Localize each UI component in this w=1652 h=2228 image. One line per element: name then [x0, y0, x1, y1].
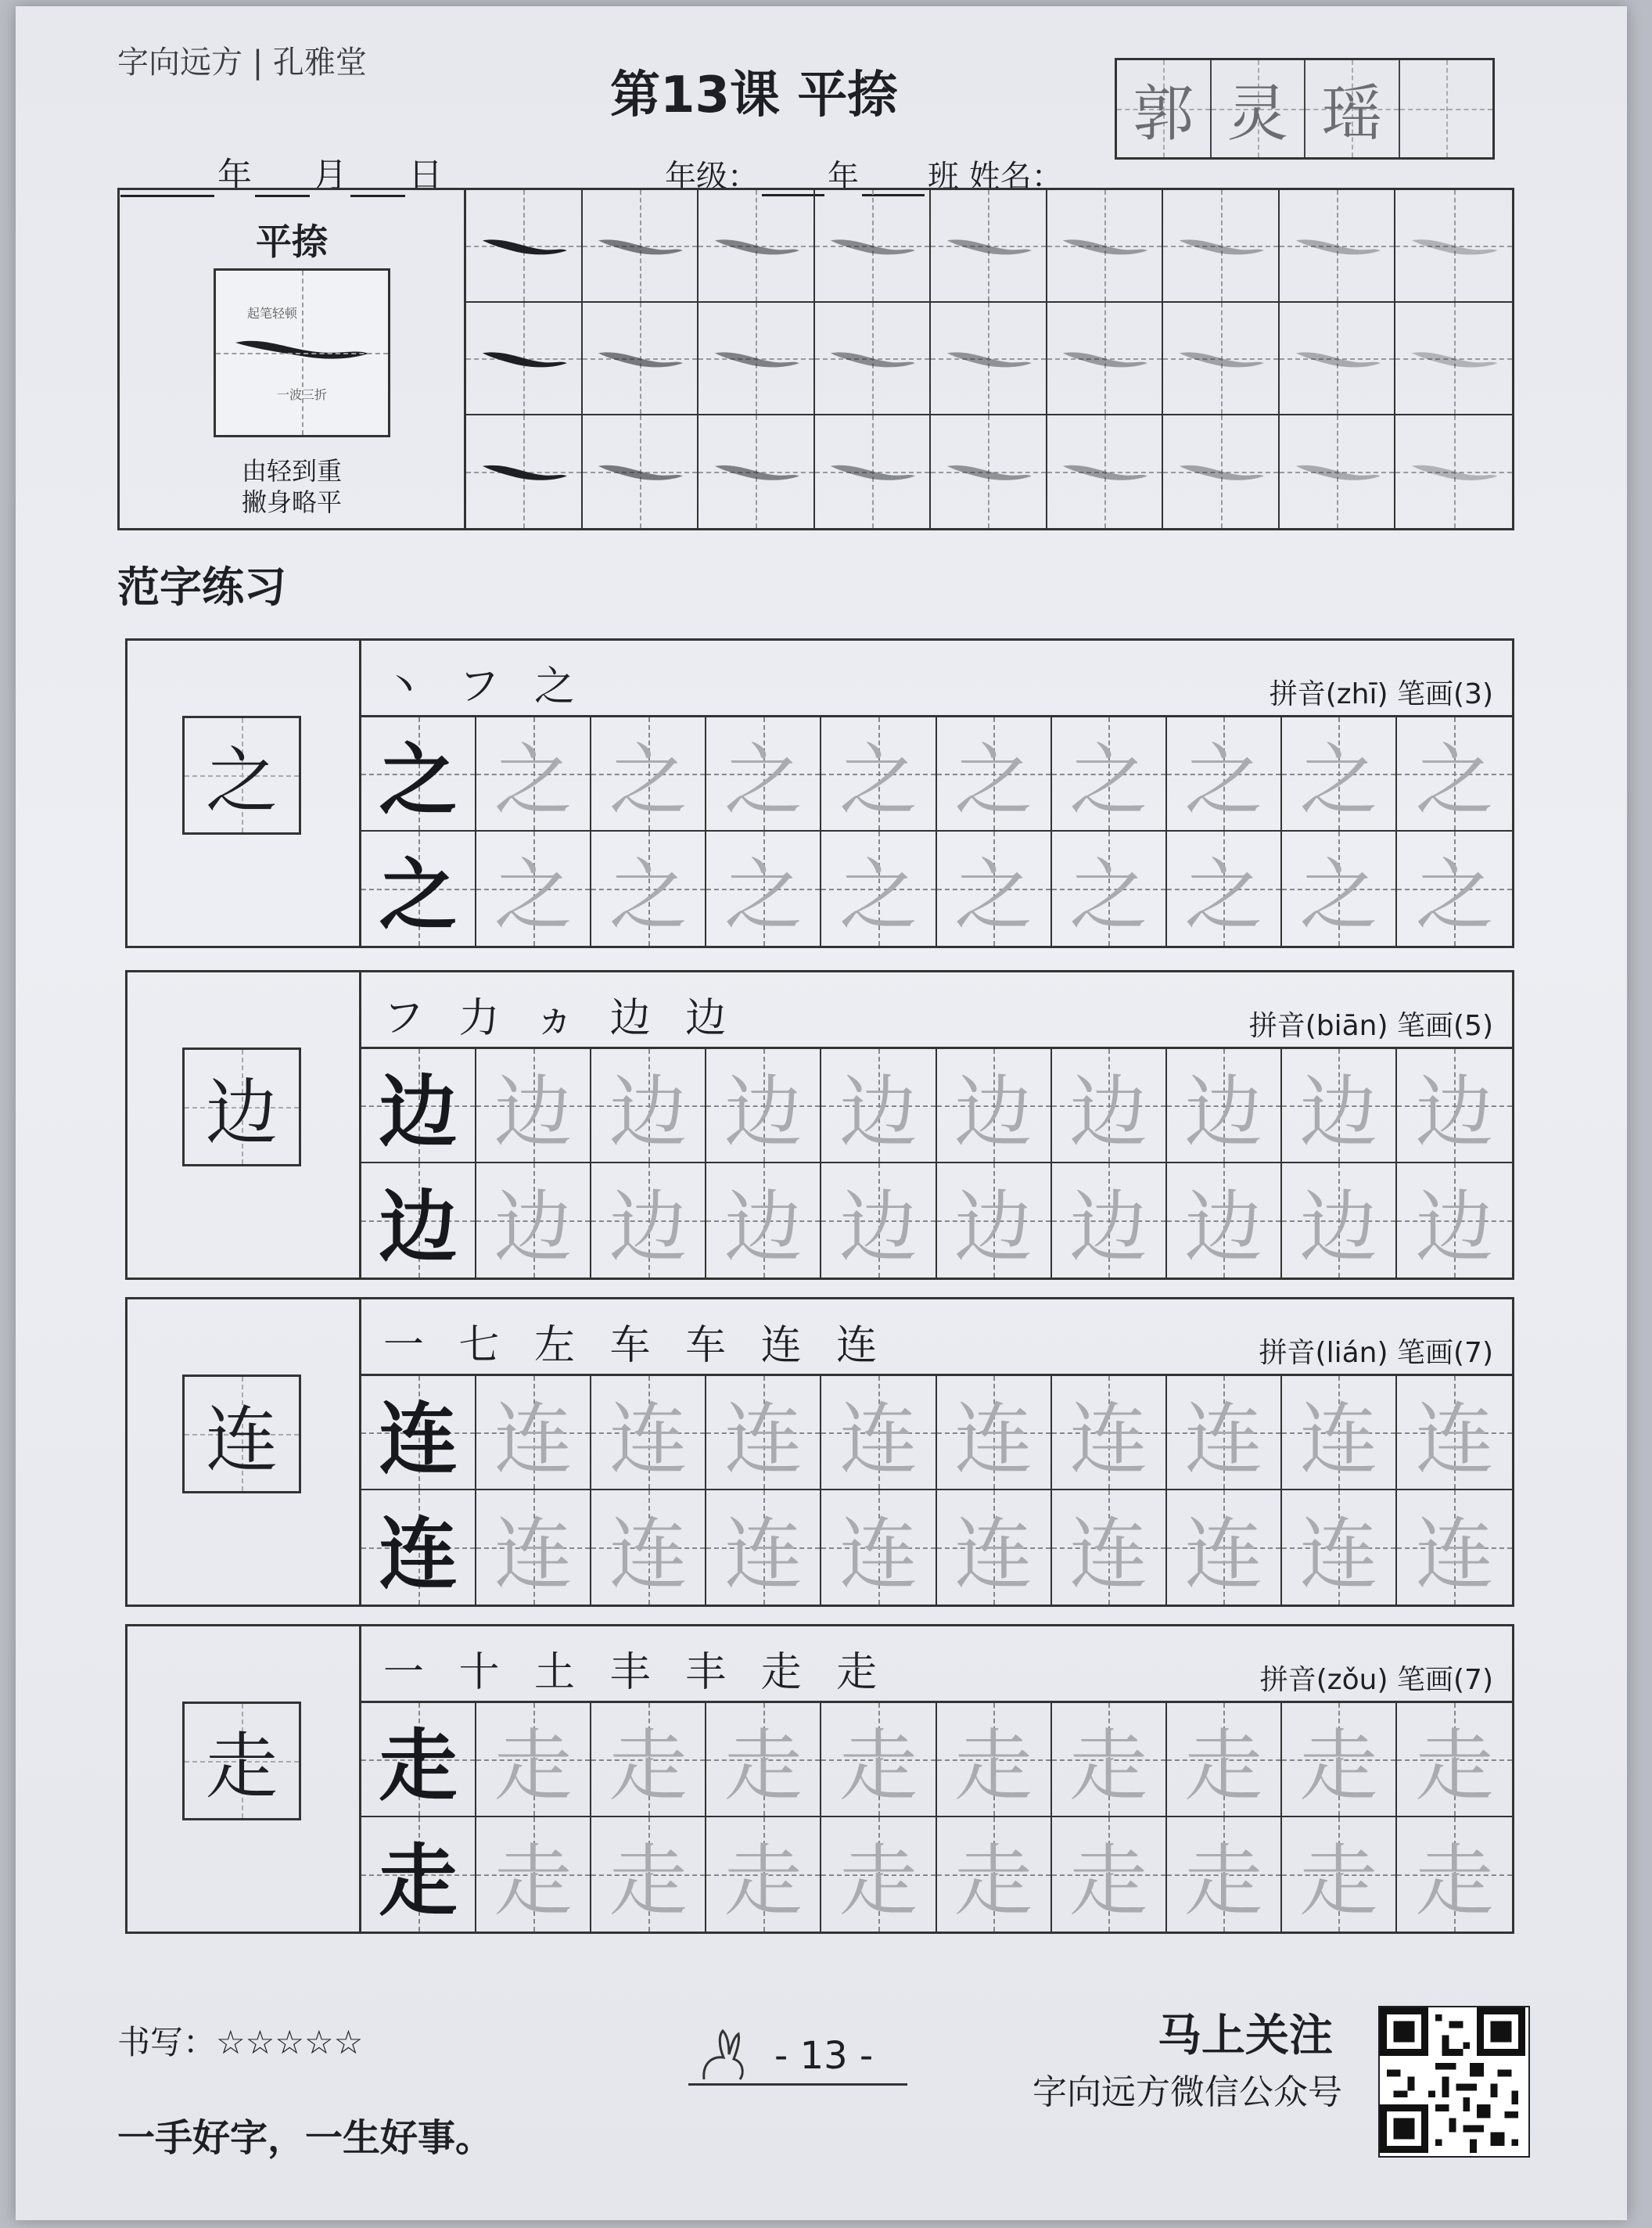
trace-character-cell[interactable]: 走	[1282, 1817, 1397, 1932]
stroke-practice-cell[interactable]	[1395, 415, 1512, 528]
stroke-practice-cell[interactable]	[1395, 303, 1512, 415]
stroke-practice-cell[interactable]	[1163, 190, 1280, 303]
trace-character-cell[interactable]: 走	[1397, 1703, 1512, 1817]
trace-character-cell[interactable]: 之	[706, 717, 821, 832]
stroke-practice-cell[interactable]	[1280, 190, 1396, 303]
name-cell[interactable]	[1400, 60, 1493, 157]
practice-area	[361, 1626, 1512, 1932]
practice-area	[361, 1299, 1512, 1605]
character-info	[361, 972, 1512, 1049]
stroke-practice-cell[interactable]	[1280, 415, 1396, 528]
flat-stroke-icon	[1058, 336, 1150, 381]
trace-character-cell[interactable]: 边	[1052, 1049, 1167, 1163]
character-block	[125, 1624, 1514, 1934]
demo-top-label: 起笔轻顿	[247, 306, 298, 321]
character-meta: 拼音(zǒu) 笔画(7)	[1259, 1664, 1493, 1696]
page-number-area	[688, 2017, 907, 2095]
class-label: 班	[928, 159, 959, 195]
stroke-practice-cell[interactable]	[815, 190, 932, 303]
trace-character-cell[interactable]: 边	[821, 1163, 936, 1278]
trace-character-cell[interactable]: 走	[937, 1703, 1052, 1817]
flat-stroke-icon	[594, 449, 685, 494]
model-character: 边	[182, 1048, 301, 1166]
trace-character-cell[interactable]: 边	[476, 1163, 591, 1278]
strokes-value: 5	[1464, 1010, 1482, 1042]
trace-character-cell[interactable]: 走	[706, 1817, 821, 1932]
character-info	[361, 1299, 1512, 1376]
trace-character-cell[interactable]: 之	[1282, 832, 1397, 946]
trace-character-cell[interactable]: 之	[937, 717, 1052, 832]
trace-character-cell[interactable]: 连	[821, 1376, 936, 1490]
trace-character-cell[interactable]: 之	[591, 717, 706, 832]
trace-character-cell[interactable]: 走	[1052, 1703, 1167, 1817]
strokes-value: 3	[1464, 678, 1482, 710]
flat-stroke-icon	[232, 325, 372, 372]
example-character-cell[interactable]: 之	[361, 832, 476, 946]
stroke-practice-box	[117, 188, 1514, 530]
flat-stroke-icon	[594, 336, 685, 381]
model-character: 走	[182, 1702, 301, 1820]
trace-character-cell[interactable]: 边	[591, 1049, 706, 1163]
trace-character-cell[interactable]: 边	[1397, 1163, 1512, 1278]
stroke-tip-2: 撇身略平	[241, 487, 342, 517]
trace-character-cell[interactable]: 边	[937, 1163, 1052, 1278]
trace-character-cell[interactable]: 连	[937, 1376, 1052, 1490]
pinyin-value: zǒu	[1327, 1664, 1377, 1696]
flat-stroke-icon	[478, 449, 569, 494]
flat-stroke-icon	[1291, 224, 1383, 268]
stroke-practice-cell[interactable]	[1047, 415, 1164, 528]
flat-stroke-icon	[710, 336, 802, 381]
follow-title: 马上关注	[1158, 2011, 1333, 2061]
name-cell[interactable]: 瑶	[1305, 60, 1400, 157]
flat-stroke-icon	[943, 224, 1034, 268]
practice-grid[interactable]	[361, 1049, 1512, 1278]
flat-stroke-icon	[1058, 449, 1150, 494]
stroke-practice-cell[interactable]	[815, 303, 932, 415]
trace-character-cell[interactable]: 边	[706, 1163, 821, 1278]
flat-stroke-icon	[1175, 449, 1266, 494]
stroke-practice-cell[interactable]	[1163, 415, 1280, 528]
trace-character-cell[interactable]: 连	[1282, 1376, 1397, 1490]
trace-character-cell[interactable]: 边	[476, 1049, 591, 1163]
stroke-order: 一 十 土 丰 丰 走 走	[383, 1649, 889, 1696]
flat-stroke-icon	[826, 449, 918, 494]
writing-rating	[117, 2017, 363, 2064]
flat-stroke-icon	[478, 336, 569, 381]
strokes-label: 笔画	[1396, 1664, 1453, 1696]
trace-character-cell[interactable]: 边	[1167, 1049, 1282, 1163]
stroke-practice-cell[interactable]	[1395, 190, 1512, 303]
trace-character-cell[interactable]: 连	[1282, 1490, 1397, 1605]
flat-stroke-icon	[1291, 449, 1383, 494]
trace-character-cell[interactable]: 连	[821, 1490, 936, 1605]
character-meta: 拼音(biān) 笔画(5)	[1248, 1010, 1493, 1042]
strokes-value: 7	[1464, 1664, 1482, 1696]
flat-stroke-icon	[826, 336, 918, 381]
rabbit-icon	[688, 2017, 767, 2087]
trace-character-cell[interactable]: 连	[937, 1490, 1052, 1605]
model-character: 之	[182, 716, 301, 835]
stroke-practice-cell[interactable]	[1163, 303, 1280, 415]
stroke-practice-cell[interactable]	[699, 303, 815, 415]
stroke-practice-cell[interactable]	[466, 303, 583, 415]
trace-character-cell[interactable]: 之	[1167, 832, 1282, 946]
trace-character-cell[interactable]: 连	[706, 1490, 821, 1605]
grade-year-label: 年	[828, 159, 859, 195]
day-label: 日	[408, 156, 443, 196]
trace-character-cell[interactable]: 连	[476, 1490, 591, 1605]
name-cell[interactable]: 郭	[1117, 60, 1212, 157]
name-boxes[interactable]	[1115, 58, 1495, 160]
stroke-practice-cell[interactable]	[699, 415, 815, 528]
pinyin-value: lián	[1326, 1337, 1377, 1369]
model-area	[127, 972, 361, 1278]
trace-character-cell[interactable]: 连	[1167, 1376, 1282, 1490]
model-character: 连	[182, 1375, 301, 1493]
qr-pattern	[1380, 2007, 1525, 2153]
example-character-cell[interactable]: 边	[361, 1049, 476, 1163]
flat-stroke-icon	[1407, 336, 1500, 381]
character-block	[125, 1297, 1514, 1607]
trace-character-cell[interactable]: 边	[706, 1049, 821, 1163]
stroke-order: フ 力 ヵ 边 边	[383, 995, 738, 1042]
example-character-cell[interactable]: 连	[361, 1376, 476, 1490]
flat-stroke-icon	[943, 449, 1034, 494]
pinyin-label: 拼音	[1259, 1664, 1316, 1696]
stroke-grid[interactable]	[466, 190, 1512, 528]
stroke-demo	[214, 268, 390, 437]
trace-character-cell[interactable]: 之	[1052, 832, 1167, 946]
trace-character-cell[interactable]: 之	[706, 832, 821, 946]
practice-area	[361, 972, 1512, 1278]
example-character-cell[interactable]: 边	[361, 1163, 476, 1278]
stroke-practice-cell[interactable]	[931, 190, 1047, 303]
character-meta: 拼音(zhī) 笔画(3)	[1269, 678, 1493, 710]
trace-character-cell[interactable]: 之	[1282, 717, 1397, 832]
trace-character-cell[interactable]: 边	[1397, 1049, 1512, 1163]
worksheet-page	[16, 6, 1627, 2220]
trace-character-cell[interactable]: 走	[476, 1703, 591, 1817]
trace-character-cell[interactable]: 边	[821, 1049, 936, 1163]
pinyin-value: zhī	[1336, 678, 1377, 710]
stroke-practice-cell[interactable]	[699, 190, 815, 303]
flat-stroke-icon	[594, 224, 685, 268]
qr-code-icon[interactable]	[1378, 2006, 1530, 2158]
trace-character-cell[interactable]: 走	[937, 1817, 1052, 1932]
character-block	[125, 970, 1514, 1280]
practice-area	[361, 641, 1512, 946]
name-label: 姓名：	[968, 159, 1063, 195]
stroke-practice-cell[interactable]	[1280, 303, 1396, 415]
flat-stroke-icon	[943, 336, 1034, 381]
month-label: 月	[313, 156, 347, 196]
stroke-tip-1: 由轻到重	[241, 456, 342, 486]
grade-label: 年级：	[665, 159, 759, 195]
trace-character-cell[interactable]: 走	[821, 1703, 936, 1817]
example-character-cell[interactable]: 之	[361, 717, 476, 832]
flat-stroke-icon	[1175, 336, 1266, 381]
stroke-order: 丶 フ 之	[383, 663, 587, 710]
stroke-practice-cell[interactable]	[1047, 190, 1164, 303]
flat-stroke-icon	[1291, 336, 1383, 381]
trace-character-cell[interactable]: 连	[591, 1490, 706, 1605]
lesson-title: 第13课 平捺	[610, 66, 898, 124]
stroke-practice-cell[interactable]	[583, 415, 699, 528]
trace-character-cell[interactable]: 之	[476, 717, 591, 832]
trace-character-cell[interactable]: 之	[937, 832, 1052, 946]
trace-character-cell[interactable]: 走	[476, 1817, 591, 1932]
stroke-practice-cell[interactable]	[931, 415, 1047, 528]
trace-character-cell[interactable]: 连	[706, 1376, 821, 1490]
trace-character-cell[interactable]: 之	[821, 717, 936, 832]
name-cell[interactable]: 灵	[1212, 60, 1306, 157]
trace-character-cell[interactable]: 边	[1167, 1163, 1282, 1278]
trace-character-cell[interactable]: 边	[591, 1163, 706, 1278]
trace-character-cell[interactable]: 连	[1052, 1490, 1167, 1605]
trace-character-cell[interactable]: 之	[1167, 717, 1282, 832]
flat-stroke-icon	[478, 224, 569, 268]
flat-stroke-icon	[710, 224, 802, 268]
rating-label: 书写：	[117, 2023, 217, 2061]
pinyin-value: biān	[1316, 1010, 1377, 1042]
pinyin-label: 拼音	[1259, 1337, 1316, 1369]
strokes-value: 7	[1464, 1337, 1482, 1369]
stroke-name: 平捺	[256, 221, 328, 263]
page-number-rule	[688, 2083, 907, 2086]
example-character-cell[interactable]: 走	[361, 1703, 476, 1817]
star-rating[interactable]: ☆☆☆☆☆	[216, 2023, 364, 2061]
stroke-practice-cell[interactable]	[583, 190, 699, 303]
follow-subtitle: 字向远方微信公众号	[1032, 2072, 1342, 2112]
strokes-label: 笔画	[1396, 678, 1453, 710]
strokes-label: 笔画	[1396, 1337, 1453, 1369]
trace-character-cell[interactable]: 走	[591, 1817, 706, 1932]
trace-character-cell[interactable]: 连	[1167, 1490, 1282, 1605]
character-meta: 拼音(lián) 笔画(7)	[1259, 1337, 1493, 1369]
model-area	[127, 641, 361, 946]
section-title: 范字练习	[117, 562, 286, 612]
trace-character-cell[interactable]: 走	[706, 1703, 821, 1817]
trace-character-cell[interactable]: 走	[1397, 1817, 1512, 1932]
pinyin-label: 拼音	[1248, 1010, 1305, 1042]
trace-character-cell[interactable]: 走	[821, 1817, 936, 1932]
pinyin-label: 拼音	[1269, 678, 1326, 710]
example-character-cell[interactable]: 走	[361, 1817, 476, 1932]
stroke-practice-cell[interactable]	[466, 415, 583, 528]
flat-stroke-icon	[1407, 224, 1500, 268]
trace-character-cell[interactable]: 边	[937, 1049, 1052, 1163]
flat-stroke-icon	[1407, 449, 1500, 494]
flat-stroke-icon	[826, 224, 918, 268]
character-block	[125, 638, 1514, 948]
stroke-order: 一 七 左 车 车 连 连	[383, 1322, 889, 1369]
practice-grid[interactable]	[361, 1703, 1512, 1932]
stroke-practice-cell[interactable]	[583, 303, 699, 415]
trace-character-cell[interactable]: 连	[476, 1376, 591, 1490]
flat-stroke-icon	[1175, 224, 1266, 268]
flat-stroke-icon	[710, 449, 802, 494]
stroke-practice-cell[interactable]	[466, 190, 583, 303]
model-area	[127, 1626, 361, 1932]
trace-character-cell[interactable]: 走	[1052, 1817, 1167, 1932]
strokes-label: 笔画	[1396, 1010, 1453, 1042]
trace-character-cell[interactable]: 之	[1397, 717, 1512, 832]
model-area	[127, 1299, 361, 1605]
trace-character-cell[interactable]: 之	[591, 832, 706, 946]
motto: 一手好字，一生好事。	[117, 2116, 494, 2160]
practice-grid[interactable]	[361, 1376, 1512, 1605]
brand-logo: 字向远方 | 孔雅堂	[117, 45, 367, 81]
year-label: 年	[217, 156, 252, 196]
stroke-practice-cell[interactable]	[931, 303, 1047, 415]
flat-stroke-icon	[1058, 224, 1150, 268]
practice-grid[interactable]	[361, 717, 1512, 946]
trace-character-cell[interactable]: 之	[821, 832, 936, 946]
demo-bottom-label: 一波三折	[277, 387, 328, 402]
trace-character-cell[interactable]: 走	[1282, 1703, 1397, 1817]
character-info	[361, 1626, 1512, 1703]
trace-character-cell[interactable]: 边	[1282, 1049, 1397, 1163]
page-number: - 13 -	[774, 2034, 874, 2078]
character-info	[361, 641, 1512, 717]
trace-character-cell[interactable]: 连	[1052, 1376, 1167, 1490]
trace-character-cell[interactable]: 之	[1052, 717, 1167, 832]
trace-character-cell[interactable]: 走	[591, 1703, 706, 1817]
trace-character-cell[interactable]: 边	[1052, 1163, 1167, 1278]
trace-character-cell[interactable]: 之	[1397, 832, 1512, 946]
stroke-info	[120, 190, 466, 528]
trace-character-cell[interactable]: 连	[591, 1376, 706, 1490]
stroke-practice-cell[interactable]	[1047, 303, 1164, 415]
trace-character-cell[interactable]: 边	[1282, 1163, 1397, 1278]
example-character-cell[interactable]: 连	[361, 1490, 476, 1605]
trace-character-cell[interactable]: 走	[1167, 1817, 1282, 1932]
trace-character-cell[interactable]: 之	[476, 832, 591, 946]
trace-character-cell[interactable]: 连	[1397, 1490, 1512, 1605]
stroke-practice-cell[interactable]	[815, 415, 932, 528]
trace-character-cell[interactable]: 走	[1167, 1703, 1282, 1817]
trace-character-cell[interactable]: 连	[1397, 1376, 1512, 1490]
